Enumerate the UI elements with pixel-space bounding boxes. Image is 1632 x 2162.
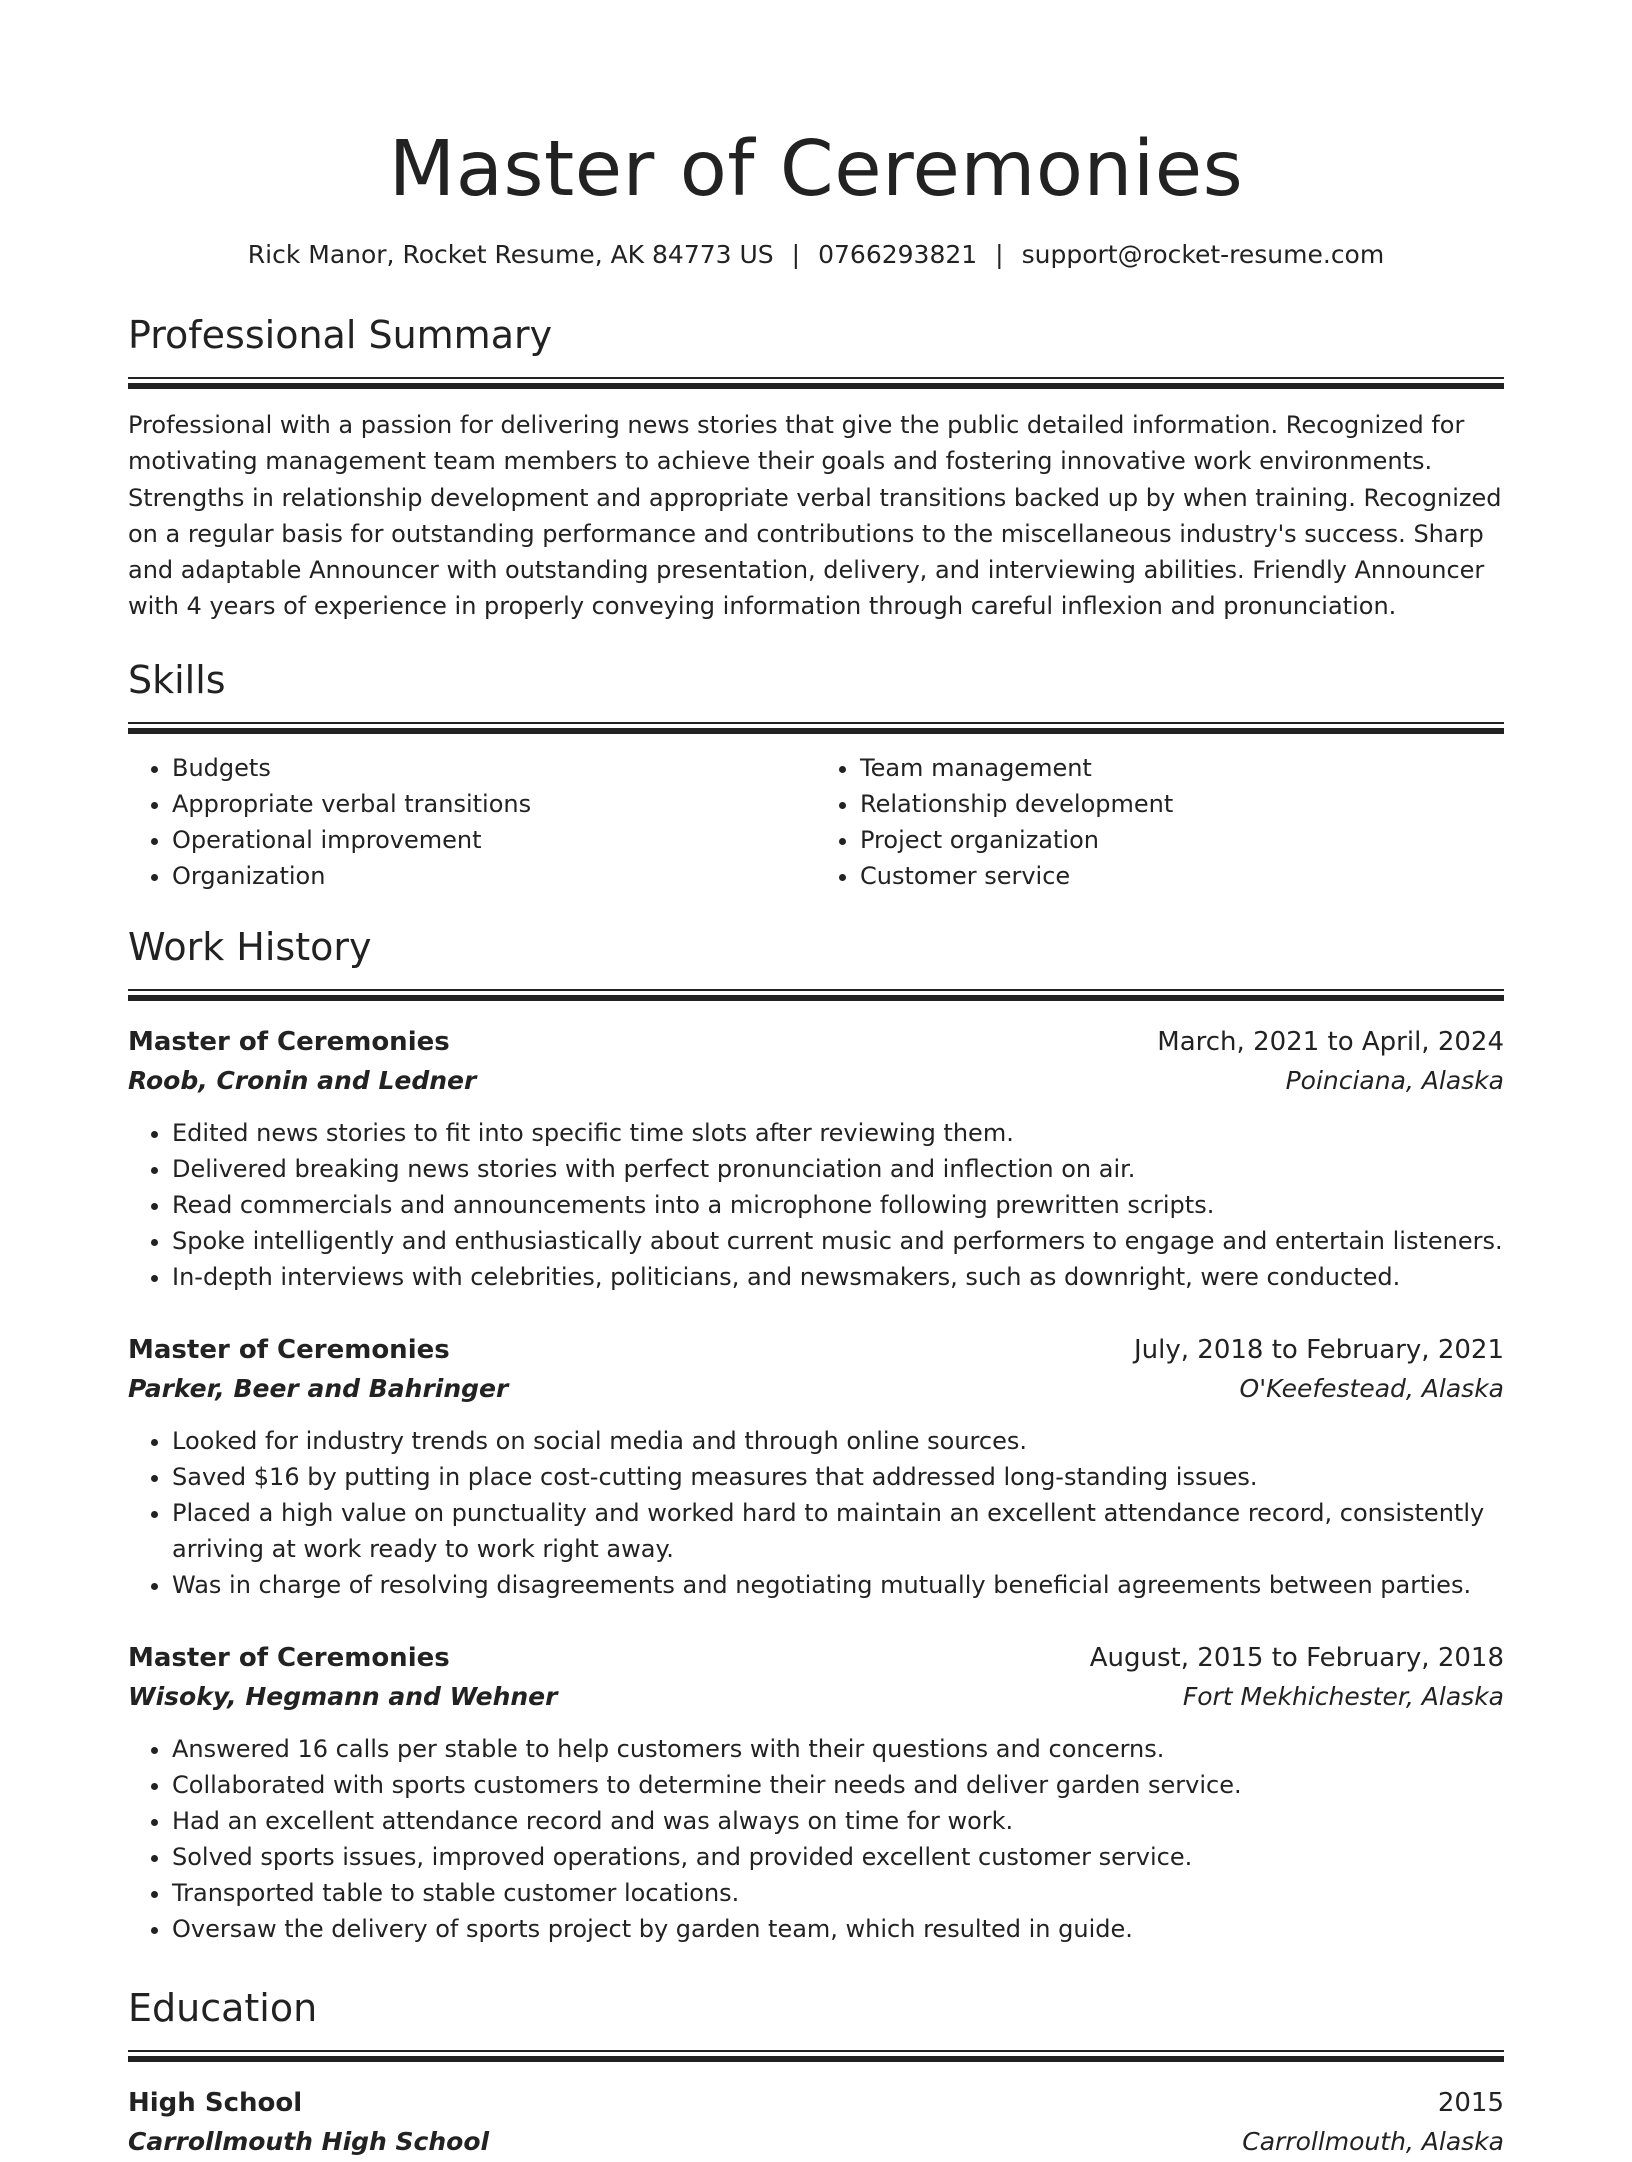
contact-separator: |: [995, 240, 1004, 269]
job-bullet: • Read commercials and announcements into a microphone following prewritten scripts.: [172, 1187, 1504, 1223]
skill-item: • Project organization: [860, 822, 1504, 858]
skills-list: [128, 750, 1504, 894]
education-location: Carrollmouth, Alaska: [1242, 2126, 1504, 2156]
job-bullet: • Answered 16 calls per stable to help customers with their questions and concerns.: [172, 1731, 1504, 1767]
job-bullet: • Was in charge of resolving disagreements and negotiating mutually beneficial agreements between parties.: [172, 1567, 1504, 1603]
contact-phone: 0766293821: [818, 240, 978, 269]
job-bullet: • Collaborated with sports customers to determine their needs and deliver garden service.: [172, 1767, 1504, 1803]
job-company: Roob, Cronin and Ledner: [128, 1065, 477, 1095]
job-title: Master of Ceremonies: [128, 1642, 450, 1673]
skill-item: • Operational improvement: [172, 822, 816, 858]
job-entry: [128, 1639, 1504, 1947]
summary-title: Professional Summary: [128, 313, 553, 357]
job-title: Master of Ceremonies: [128, 1026, 450, 1057]
job-bullet: • Had an excellent attendance record and was always on time for work.: [172, 1803, 1504, 1839]
education-entry: [128, 2084, 1504, 2162]
job-bullet: • Saved $16 by putting in place cost-cutting measures that addressed long-standing issues.: [172, 1459, 1504, 1495]
contact-line: [128, 238, 1504, 272]
work-history-title: Work History: [128, 924, 372, 969]
job-bullet: • Looked for industry trends on social media and through online sources.: [172, 1423, 1504, 1459]
resume-name: Master of Ceremonies: [388, 125, 1244, 214]
work-history-section: [128, 922, 1504, 1947]
skill-item: • Organization: [172, 858, 816, 894]
job-entry: [128, 1331, 1504, 1603]
skills-title: Skills: [128, 657, 226, 702]
section-divider: [128, 377, 1504, 389]
contact-address: Rick Manor, Rocket Resume, AK 84773 US: [247, 240, 774, 269]
job-location: Fort Mekhichester, Alaska: [1182, 1681, 1504, 1711]
job-bullet: • Placed a high value on punctuality and worked hard to maintain an excellent attendance record, consistently arriving at work ready to work right away.: [172, 1495, 1504, 1567]
skill-item: • Budgets: [172, 750, 816, 786]
contact-separator: |: [791, 240, 801, 269]
job-title: Master of Ceremonies: [128, 1334, 450, 1365]
skills-column-right: [816, 750, 1504, 894]
contact-email[interactable]: support@rocket-resume.com: [1021, 240, 1385, 269]
job-company: Parker, Beer and Bahringer: [128, 1373, 509, 1403]
job-bullets: [128, 1115, 1504, 1295]
job-company: Wisoky, Hegmann and Wehner: [128, 1681, 558, 1711]
education-section: [128, 1983, 1504, 2162]
job-location: O'Keefestead, Alaska: [1239, 1373, 1504, 1403]
section-divider: [128, 2050, 1504, 2062]
job-dates: August, 2015 to February, 2018: [1089, 1642, 1504, 1673]
education-title: Education: [128, 1985, 318, 2030]
job-bullet: • Edited news stories to fit into specific time slots after reviewing them.: [172, 1115, 1504, 1151]
skills-section: [128, 655, 1504, 894]
summary-section: [128, 310, 1504, 625]
skill-item: • Customer service: [860, 858, 1504, 894]
job-bullet: • Delivered breaking news stories with perfect pronunciation and inflection on air.: [172, 1151, 1504, 1187]
job-bullet: • Spoke intelligently and enthusiastically about current music and performers to engage and entertain listeners.: [172, 1223, 1504, 1259]
job-dates: March, 2021 to April, 2024: [1157, 1026, 1504, 1057]
section-divider: [128, 722, 1504, 734]
skill-item: • Appropriate verbal transitions: [172, 786, 816, 822]
skill-item: • Team management: [860, 750, 1504, 786]
job-bullets: [128, 1731, 1504, 1947]
education-year: 2015: [1437, 2087, 1504, 2118]
job-entry: [128, 1023, 1504, 1295]
job-bullet: • Solved sports issues, improved operations, and provided excellent customer service.: [172, 1839, 1504, 1875]
section-divider: [128, 989, 1504, 1001]
job-location: Poinciana, Alaska: [1285, 1065, 1504, 1095]
job-dates: July, 2018 to February, 2021: [1134, 1334, 1504, 1365]
job-bullets: [128, 1423, 1504, 1603]
job-bullet: • Transported table to stable customer locations.: [172, 1875, 1504, 1911]
skill-item: • Relationship development: [860, 786, 1504, 822]
education-degree: High School: [128, 2087, 303, 2118]
skills-column-left: [128, 750, 816, 894]
summary-text: Professional with a passion for delivering news stories that give the public detailed information. Recognized for motivating management team members to achieve their goals and fostering innovative work environments. Strengths in relationship development and appropriate verbal transitions backed up by when training. Recognized on a regular basis for outstanding performance and contributions to the miscellaneous industry's success. Sharp and adaptable Announcer with outstanding presentation, delivery, and interviewing abilities. Friendly Announcer with 4 years of experience in properly conveying information through careful inflexion and pronunciation.: [128, 411, 1502, 621]
job-bullet: • In-depth interviews with celebrities, politicians, and newsmakers, such as downright, were conducted.: [172, 1259, 1504, 1295]
job-bullet: • Oversaw the delivery of sports project by garden team, which resulted in guide.: [172, 1911, 1504, 1947]
education-school: Carrollmouth High School: [128, 2126, 490, 2156]
